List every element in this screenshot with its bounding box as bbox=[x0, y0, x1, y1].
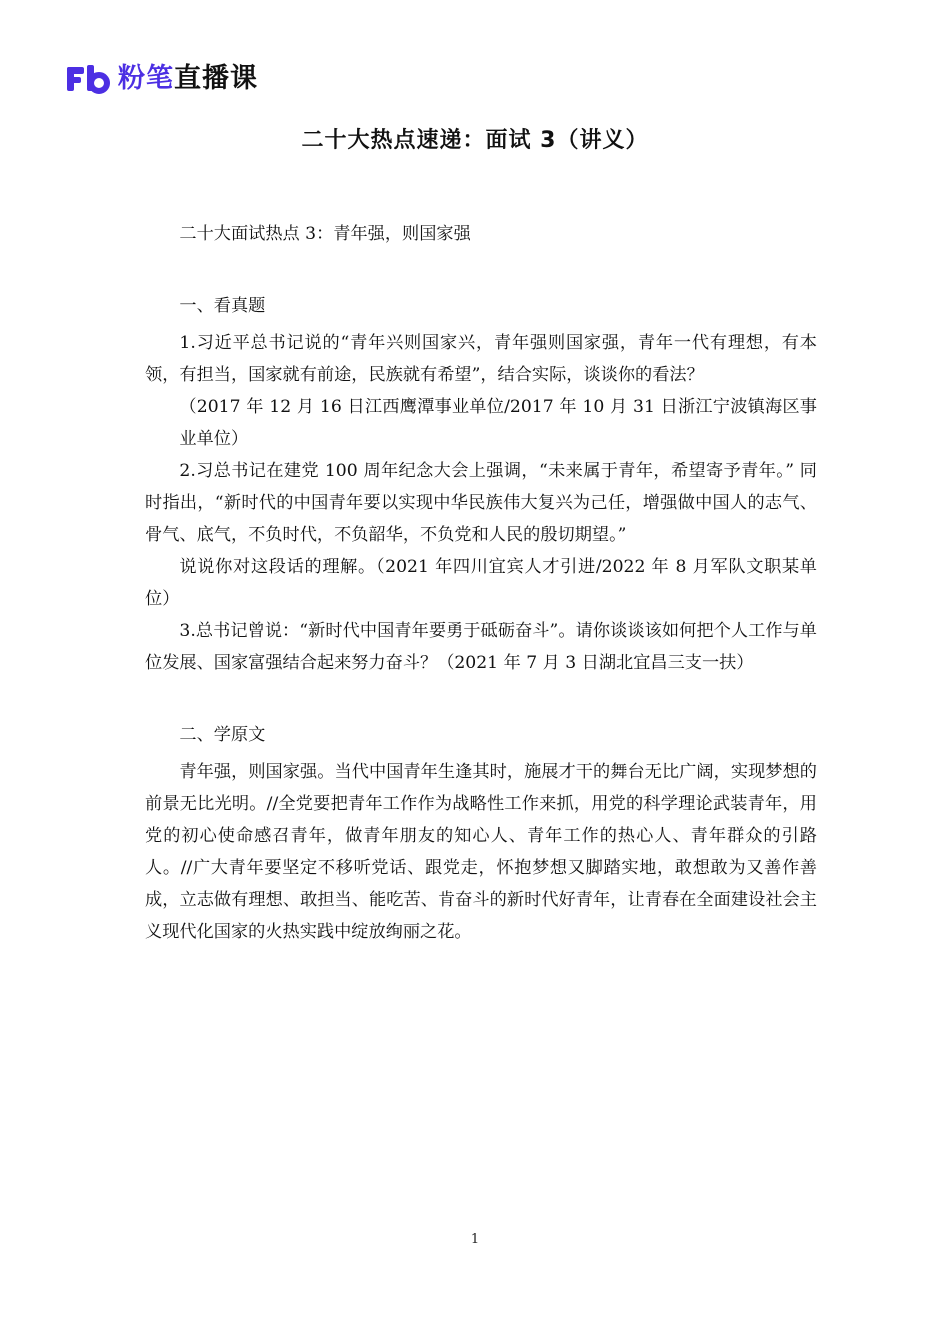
brand-name-secondary: 直播课 bbox=[174, 63, 258, 94]
question-2: 2.习总书记在建党 100 周年纪念大会上强调，“未来属于青年，希望寄予青年。” 同时指出，“新时代的中国青年要以实现中华民族伟大复兴为己任，增强做中国人的志气、骨气、底气，不负时代，不负韶华，不负党和人民的殷切期望。” bbox=[145, 461, 817, 545]
document-body bbox=[145, 218, 817, 948]
question-2-source: 说说你对这段话的理解。（2021 年四川宜宾人才引进/2022 年 8 月军队文职某单位） bbox=[145, 557, 817, 609]
page-number: 1 bbox=[470, 1232, 480, 1247]
brand-name bbox=[118, 62, 258, 96]
section-heading-original-text: 二、学原文 bbox=[179, 725, 266, 745]
topic-line: 二十大面试热点 3：青年强，则国家强 bbox=[179, 224, 471, 244]
brand-logo bbox=[66, 62, 258, 96]
question-3: 3.总书记曾说：“新时代中国青年要勇于砥砺奋斗”。请你谈谈该如何把个人工作与单位发展、国家富强结合起来努力奋斗？（2021 年 7 月 3 日湖北宜昌三支一扶） bbox=[145, 621, 817, 673]
original-text-paragraph: 青年强，则国家强。当代中国青年生逢其时，施展才干的舞台无比广阔，实现梦想的前景无比光明。//全党要把青年工作作为战略性工作来抓，用党的科学理论武装青年，用党的初心使命感召青年，做青年朋友的知心人、青年工作的热心人、青年群众的引路人。//广大青年要坚定不移听党话、跟党走，怀抱梦想又脚踏实地，敢想敢为又善作善成，立志做有理想、敢担当、能吃苦、肯奋斗的新时代好青年，让青春在全面建设社会主义现代化国家的火热实践中绽放绚丽之花。 bbox=[145, 762, 817, 942]
question-1-source: （2017 年 12 月 16 日江西鹰潭事业单位/2017 年 10 月 31 日浙江宁波镇海区事业单位） bbox=[179, 397, 817, 449]
section-heading-real-questions: 一、看真题 bbox=[179, 296, 266, 316]
document-title: 二十大热点速递：面试 3（讲义） bbox=[301, 128, 649, 153]
question-1: 1.习近平总书记说的“青年兴则国家兴，青年强则国家强，青年一代有理想，有本领，有担当，国家就有前途，民族就有希望”，结合实际，谈谈你的看法？ bbox=[145, 333, 817, 385]
fb-logo-icon bbox=[66, 64, 110, 94]
brand-name-primary: 粉笔 bbox=[118, 63, 174, 94]
